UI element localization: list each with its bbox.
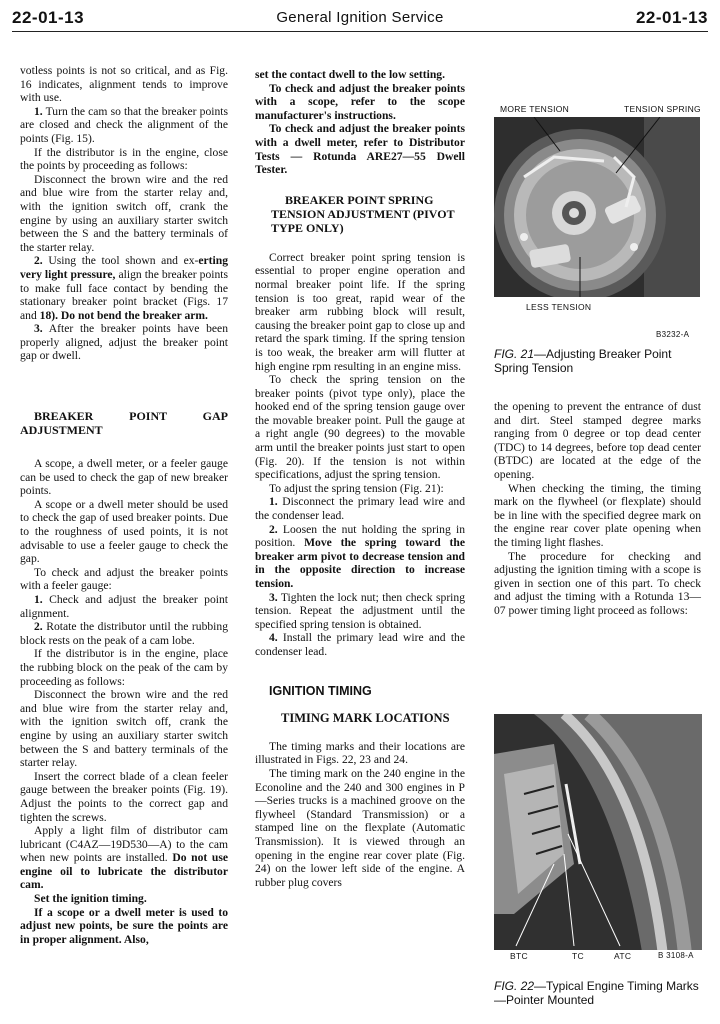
paragraph: If the distributor is in the engine, place the rubbing block on the peak of the cam by proceeding as follows: (20, 647, 228, 688)
column-middle (255, 68, 465, 889)
step-3: 3. After the breaker points have been properly aligned, adjust the breaker point gap or dwell. (20, 322, 228, 363)
step-3: 3. Tighten the lock nut; then check spring tension. Repeat the adjustment until the specified spring tension is obtained. (255, 590, 465, 631)
step-2: 2. Loosen the nut holding the spring in position. Move the spring toward the breaker arm pivot to decrease tension and in the opposite direction to increase tension. (255, 522, 465, 590)
step-2: 2. Using the tool shown and ex-erting very light pressure, align the breaker points to make full face contact by bending the stationary breaker point bracket (Figs. 17 and 18). Do not bend the breaker arm. (20, 254, 228, 322)
section-heading: IGNITION TIMING (269, 683, 372, 698)
paragraph: The timing mark on the 240 engine in the Econoline and the 240 and 300 engines in P—Series trucks is a machined groove on the flywheel (Standard Transmission) or a stamped line on the flexplate (Automatic Transmission). It is viewed through an opening in the engine rear cover plate (Fig. 24) on the lower left side of the engine. A rubber plug covers (255, 766, 465, 889)
paragraph: Insert the correct blade of a clean feeler gauge between the breaker points (Fig. 19). Adjust the points to the correct gap and tighten the screws. (20, 769, 228, 824)
distributor-illustration (494, 117, 700, 297)
paragraph: Correct breaker point spring tension is essential to proper engine operation and normal breaker point life. If the spring tension is too great, rapid wear of the breaker arm rubbing block will result, causing the breaker point gap to close up and retard the spark timing. If the spring tension is too weak, the breaker arm will flutter at high engine rpm resulting in an engine miss. (255, 250, 465, 373)
step-4: 4. Install the primary lead wire and the condenser lead. (255, 631, 465, 658)
figure-label: MORE TENSION (500, 104, 570, 114)
figure-label: ATC (614, 951, 632, 961)
paragraph: To check the spring tension on the breaker points (pivot type only), place the hooked end of the spring tension gauge over the movable breaker point. Pull the gauge at a right angle (90 degrees) to the movable arm until the breaker points just start to open (Fig. 20). If the tension is not within specifications, adjust the spring tension. (255, 373, 465, 482)
paragraph: Disconnect the brown wire and the red and blue wire from the starter relay and, with the ignition switch off, crank the engine by using an auxiliary starter switch between the S and the battery terminals of the starter relay. (20, 172, 228, 254)
paragraph: If the distributor is in the engine, close the points by proceeding as follows: (20, 145, 228, 173)
paragraph: The timing marks and their locations are illustrated in Figs. 22, 23 and 24. (255, 739, 465, 767)
step-1: 1. Disconnect the primary lead wire and the condenser lead. (255, 495, 465, 523)
paragraph: Set the ignition timing. (34, 892, 147, 906)
page-number-right: 22-01-13 (635, 8, 708, 27)
timing-marks-illustration (494, 714, 702, 964)
figure-22-caption: FIG. 22—Typical Engine Timing Marks—Pointer Mounted (494, 979, 699, 1007)
paragraph: votless points is not so critical, and as Fig. 16 indicates, alignment tends to improve with use. (20, 64, 228, 105)
paragraph: If a scope or a dwell meter is used to adjust new points, be sure the points are in proper alignment. Also, (20, 905, 228, 946)
paragraph: Apply a light film of distributor cam lubricant (C4AZ—19D530—A) to the cam when new points are installed. Do not use engine oil to lubricate the distributor cam. (20, 824, 228, 892)
column-right (494, 400, 701, 618)
section-heading: BREAKER POINT GAP ADJUSTMENT (20, 409, 228, 438)
figure-21-photo (494, 117, 700, 297)
page-header (12, 8, 708, 38)
section-heading: BREAKER POINT SPRING TENSION ADJUSTMENT (PIVOT TYPE ONLY) (271, 192, 455, 235)
step-2: 2. Rotate the distributor until the rubbing block rests on the peak of a cam lobe. (20, 620, 228, 647)
figure-code: B 3108-A (658, 951, 694, 960)
paragraph: the opening to prevent the entrance of dust and dirt. Steel stamped degree marks ranging from 0 degree or top dead center (TDC) to 14 degrees, before top dead center (BTDC) are located at the edge of the opening. (494, 400, 701, 481)
page-number-left: 22-01-13 (12, 8, 85, 27)
paragraph: When checking the timing, the timing mark on the flywheel (or flexplate) should be in line with the specified degree mark on the engine rear cover plate opening when the timing light flashes. (494, 481, 701, 549)
step-1: 1. Check and adjust the breaker point alignment. (20, 593, 228, 620)
figure-label: BTC (510, 951, 528, 961)
paragraph: To check and adjust the breaker points with a feeler gauge: (20, 565, 228, 593)
paragraph: set the contact dwell to the low setting. (255, 68, 445, 81)
figure-code: B3232-A (656, 330, 690, 339)
paragraph: A scope or a dwell meter should be used to check the gap of used breaker points. Due to the roughness of used points, it is not advisable to use a feeler gauge to check the gap. (20, 497, 228, 566)
figure-label: TC (572, 951, 584, 961)
paragraph: To check and adjust the breaker points with a scope, refer to the scope manufacturer's instructions. (255, 81, 465, 122)
header-rule (12, 31, 708, 32)
figure-21-caption: FIG. 21—Adjusting Breaker Point Spring Tension (494, 347, 672, 375)
figure-22-photo (494, 714, 702, 964)
figure-label: LESS TENSION (526, 302, 592, 312)
paragraph: The procedure for checking and adjusting the ignition timing with a scope is given in section one of this part. To check and adjust the timing with a Rotunda 13—07 power timing light proceed as follows: (494, 549, 701, 617)
paragraph: Disconnect the brown wire and the red and blue wire from the starter relay and, with the ignition switch off, crank the engine by using an auxiliary starter switch between the S and battery terminals of the starter relay. (20, 688, 228, 770)
column-left (20, 64, 228, 946)
paragraph: To adjust the spring tension (Fig. 21): (269, 481, 444, 495)
step-1: 1. Turn the cam so that the breaker points are closed and check the alignment of the points (Fig. 15). (20, 104, 228, 145)
figure-label: TENSION SPRING (624, 104, 701, 114)
paragraph: A scope, a dwell meter, or a feeler gauge can be used to check the gap of new breaker points. (20, 457, 228, 498)
page-title: General Ignition Service (276, 9, 444, 26)
subsection-heading: TIMING MARK LOCATIONS (281, 711, 450, 726)
paragraph: To check and adjust the breaker points with a dwell meter, refer to Distributor Tests — Rotunda ARE27—55 Dwell Tester. (255, 122, 465, 177)
